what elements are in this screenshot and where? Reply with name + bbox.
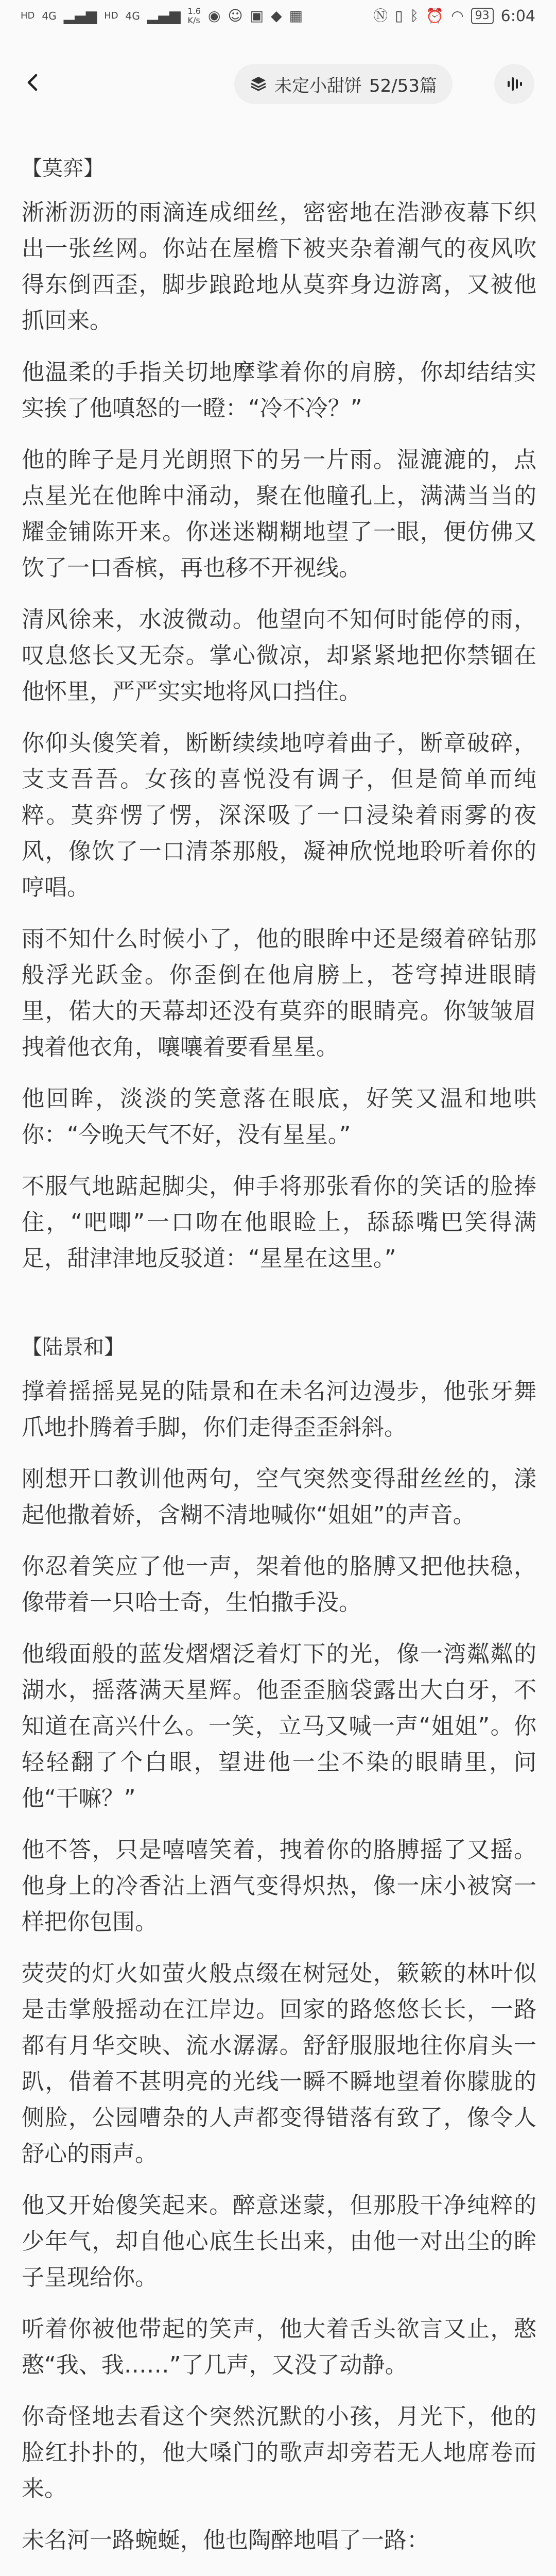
chapter-progress: 52/53篇	[369, 75, 437, 96]
paragraph: 你奇怪地去看这个突然沉默的小孩，月光下，他的脸红扑扑的，他大嗓门的歌声却旁若无人地席卷而来。	[22, 2403, 536, 2502]
person-icon: ☺	[228, 7, 243, 24]
hd-label-2: HD	[104, 10, 118, 21]
status-left	[21, 7, 303, 25]
reader-top-bar	[0, 52, 556, 118]
paragraph: 清风徐来，水波微动。他望向不知何时能停的雨，叹息悠长又无奈。掌心微凉，却紧紧地把你禁锢在他怀里，严严实实地将风口挡住。	[22, 606, 536, 705]
paragraph: 荧荧的灯火如萤火般点缀在树冠处，簌簌的林叶似是击掌般摇动在江岸边。回家的路悠悠长长，一路都有月华交映、流水潺潺。舒舒服服地往你肩头一趴，借着不甚明亮的光线一瞬不瞬地望着你朦胧的侧脸，公园嘈杂的人声都变得错落有致了，像令人舒心的雨声。	[22, 1960, 536, 2167]
status-time: 6:04	[500, 7, 535, 25]
battery-indicator: 93	[471, 8, 494, 24]
status-right	[373, 7, 535, 25]
paragraph: 撑着摇摇晃晃的陆景和在未名河边漫步，他张牙舞爪地扑腾着手脚，你们走得歪歪斜斜。	[22, 1378, 536, 1440]
paragraph	[22, 2574, 536, 2576]
status-bar	[0, 0, 556, 32]
paragraph: 你仰头傻笑着，断断续续地哼着曲子，断章破碎，支支吾吾。女孩的喜悦没有调子，但是简单而纯粹。莫弈愣了愣，深深吸了一口浸染着雨雾的夜风，像饮了一口清茶那般，凝神欣悦地聆听着你的哼唱。	[22, 730, 536, 901]
network-speed-value: 1.6	[187, 6, 201, 16]
paragraph: 淅淅沥沥的雨滴连成细丝，密密地在浩渺夜幕下织出一张丝网。你站在屋檐下被夹杂着潮气的夜风吹得东倒西歪，脚步踉跄地从莫弈身边游离，又被他抓回来。	[22, 199, 536, 334]
book-title: 未定小甜饼	[274, 75, 362, 96]
paragraph: 刚想开口教训他两句，空气突然变得甜丝丝的，漾起他撒着娇，含糊不清地喊你“姐姐”的声音。	[22, 1466, 536, 1528]
paragraph: 他回眸，淡淡的笑意落在眼底，好笑又温和地哄你：“今晚天气不好，没有星星。”	[22, 1086, 536, 1148]
layers-icon	[250, 75, 267, 93]
notification-icon: ◉	[207, 7, 221, 24]
network-speed-unit: K/s	[187, 15, 200, 25]
back-button[interactable]	[18, 67, 48, 98]
paragraph: 他的眸子是月光朗照下的另一片雨。湿漉漉的，点点星光在他眸中涌动，聚在他瞳孔上，满满当当的耀金铺陈开来。你迷迷糊糊地望了一眼，便仿佛又饮了一口香槟，再也移不开视线。	[22, 447, 536, 581]
chevron-left-icon	[23, 72, 43, 93]
bluetooth-icon: ᛒ	[410, 7, 419, 24]
app-icon: ▣	[250, 7, 264, 24]
article-content	[22, 155, 536, 2576]
alarm-icon: ⏰	[426, 7, 444, 24]
signal-label-2: 4G	[125, 10, 140, 22]
nfc-icon: Ⓝ	[373, 7, 388, 24]
paragraph: 他缎面般的蓝发熠熠泛着灯下的光，像一湾粼粼的湖水，摇落满天星辉。他歪歪脑袋露出大白牙，不知道在高兴什么。一笑，立马又喊一声“姐姐”。你轻轻翻了个白眼，望进他一尘不染的眼睛里，问他“干嘛？”	[22, 1641, 536, 1811]
signal-label-1: 4G	[42, 10, 57, 22]
vibrate-icon: ▯	[395, 7, 403, 24]
audio-wave-icon	[506, 75, 523, 93]
paragraph: 不服气地踮起脚尖，伸手将那张看你的笑话的脸捧住，“吧唧”一口吻在他眼睑上，舔舔嘴巴笑得满足，甜津津地反驳道：“星星在这里。”	[22, 1173, 536, 1272]
audio-button[interactable]	[494, 64, 534, 104]
app-icon-3: ▦	[289, 7, 303, 24]
network-speed	[188, 7, 201, 25]
signal-bars-icon-2: ▂▄▆	[147, 7, 181, 24]
paragraph: 雨不知什么时候小了，他的眼眸中还是缀着碎钻那般浮光跃金。你歪倒在他肩膀上，苍穹掉进眼睛里，偌大的天幕却还没有莫弈的眼睛亮。你皱皱眉拽着他衣角，嚷嚷着要看星星。	[22, 926, 536, 1060]
book-selector[interactable]	[234, 64, 453, 104]
signal-bars-icon: ▂▄▆	[63, 7, 97, 24]
paragraph: 他又开始傻笑起来。醉意迷蒙，但那股干净纯粹的少年气，却自他心底生长出来，由他一对出尘的眸子呈现给你。	[22, 2192, 536, 2291]
paragraph: 听着你被他带起的笑声，他大着舌头欲言又止，憨憨“我、我……”了几声，又没了动静。	[22, 2316, 536, 2378]
wifi-icon: ◠	[451, 7, 464, 24]
section-title: 【陆景和】	[22, 1335, 125, 1359]
paragraph: 他温柔的手指关切地摩挲着你的肩膀，你却结结实实挨了他嗔怒的一瞪：“冷不冷？”	[22, 359, 536, 421]
app-icon-2: ◆	[271, 7, 282, 24]
hd-label-1: HD	[21, 10, 35, 21]
section-title: 【莫弈】	[22, 157, 104, 180]
paragraph: 他不答，只是嘻嘻笑着，拽着你的胳膊摇了又摇。他身上的冷香沾上酒气变得炽热，像一床小被窝一样把你包围。	[22, 1837, 536, 1935]
paragraph: 你忍着笑应了他一声，架着他的胳膊又把他扶稳，像带着一只哈士奇，生怕撒手没。	[22, 1553, 536, 1616]
paragraph: 未名河一路蜿蜒，他也陶醉地唱了一路：	[22, 2527, 429, 2553]
